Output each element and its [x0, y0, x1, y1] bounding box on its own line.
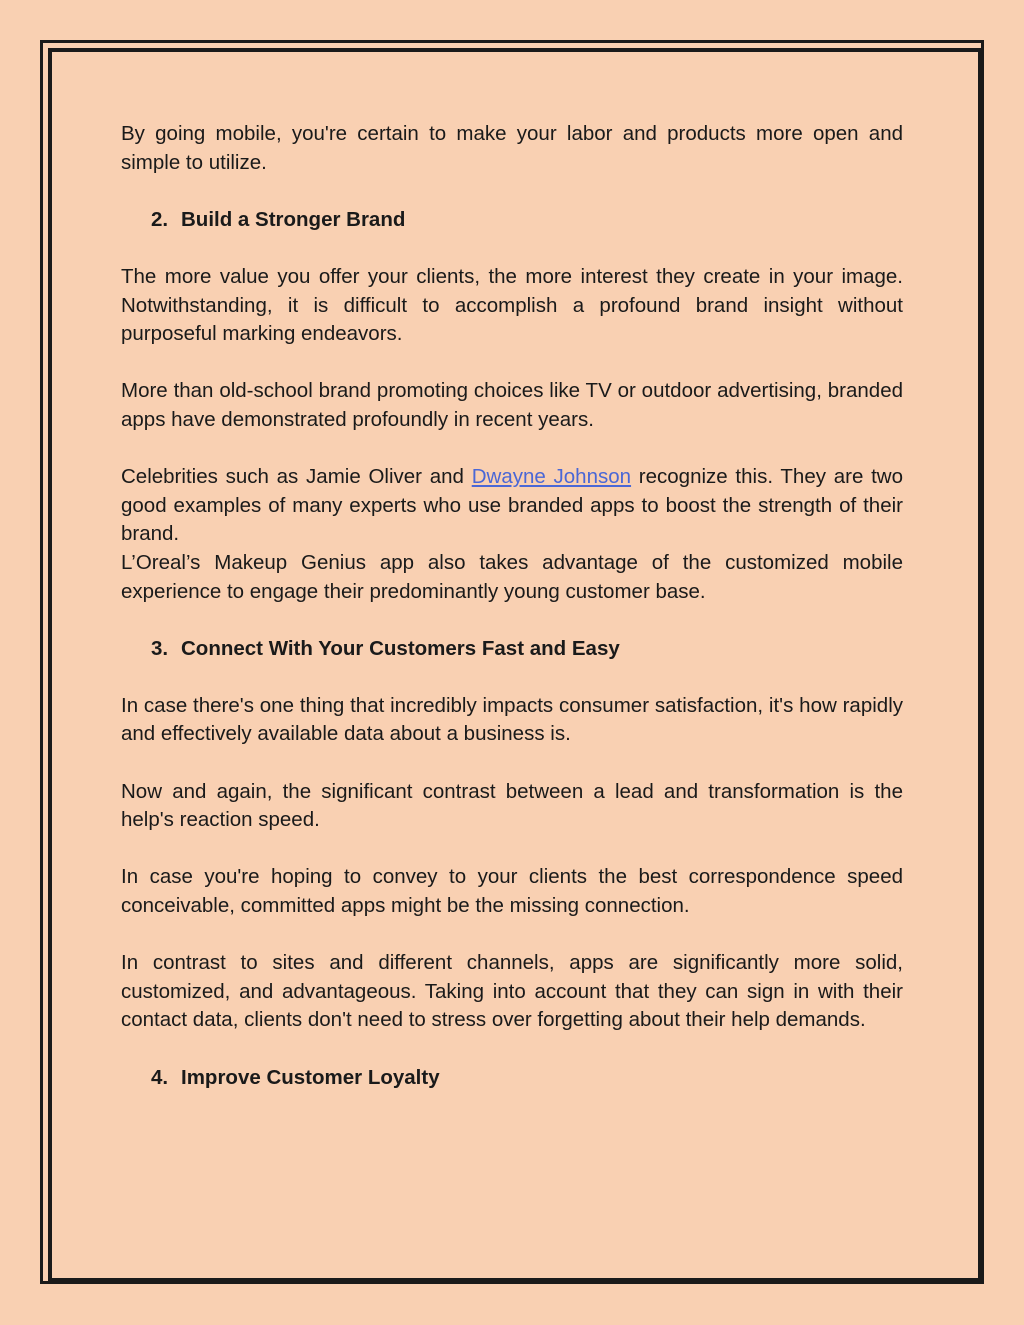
section-heading-stronger-brand: [121, 206, 903, 235]
heading-number: 3.: [151, 636, 169, 660]
document-body: [121, 120, 903, 1121]
paragraph-mobile-intro: By going mobile, you're certain to make your labor and products more open and simple to utilize.: [121, 122, 903, 174]
dwayne-johnson-link[interactable]: Dwayne Johnson: [471, 465, 632, 489]
paragraph-loreal: L’Oreal’s Makeup Genius app also takes advantage of the customized mobile experience to engage their predominantly young customer base.: [121, 550, 903, 603]
paragraph-branded-apps: More than old-school brand promoting choices like TV or outdoor advertising, branded apps have demonstrated profoundly in recent years.: [121, 379, 903, 431]
heading-text: Connect With Your Customers Fast and Easy: [181, 636, 620, 660]
paragraph-apps-advantages: In contrast to sites and different channels, apps are significantly more solid, customized, and advantageous. Taking into account that they can sign in with their contact data, clients don't need to stress over forgetting about their help demands.: [121, 951, 903, 1032]
heading-text: Build a Stronger Brand: [181, 207, 406, 231]
heading-number: 2.: [151, 207, 169, 231]
heading-text: Improve Customer Loyalty: [181, 1065, 440, 1089]
section-heading-connect-customers: [121, 635, 903, 664]
paragraph-brand-value: The more value you offer your clients, the more interest they create in your image. Notwithstanding, it is difficult to accomplish a profound brand insight without purposeful marking endeavors.: [121, 264, 903, 346]
paragraph-correspondence-speed: In case you're hoping to convey to your clients the best correspondence speed conceivable, committed apps might be the missing connection.: [121, 865, 903, 918]
paragraph-celebrities-end: recognize this. They are two good examples of many experts who use branded apps to boost the strength of their brand.: [121, 465, 904, 546]
paragraph-reaction-speed: Now and again, the significant contrast between a lead and transformation is the help's reaction speed.: [121, 779, 903, 832]
section-heading-customer-loyalty: [121, 1064, 903, 1093]
paragraph-consumer-satisfaction: In case there's one thing that incredibly impacts consumer satisfaction, it's how rapidly and effectively available data about a business is.: [121, 693, 903, 746]
paragraph-celebrities-start: Celebrities such as Jamie Oliver and: [121, 465, 472, 489]
paragraph-celebrities: [121, 463, 903, 549]
heading-number: 4.: [151, 1065, 169, 1089]
